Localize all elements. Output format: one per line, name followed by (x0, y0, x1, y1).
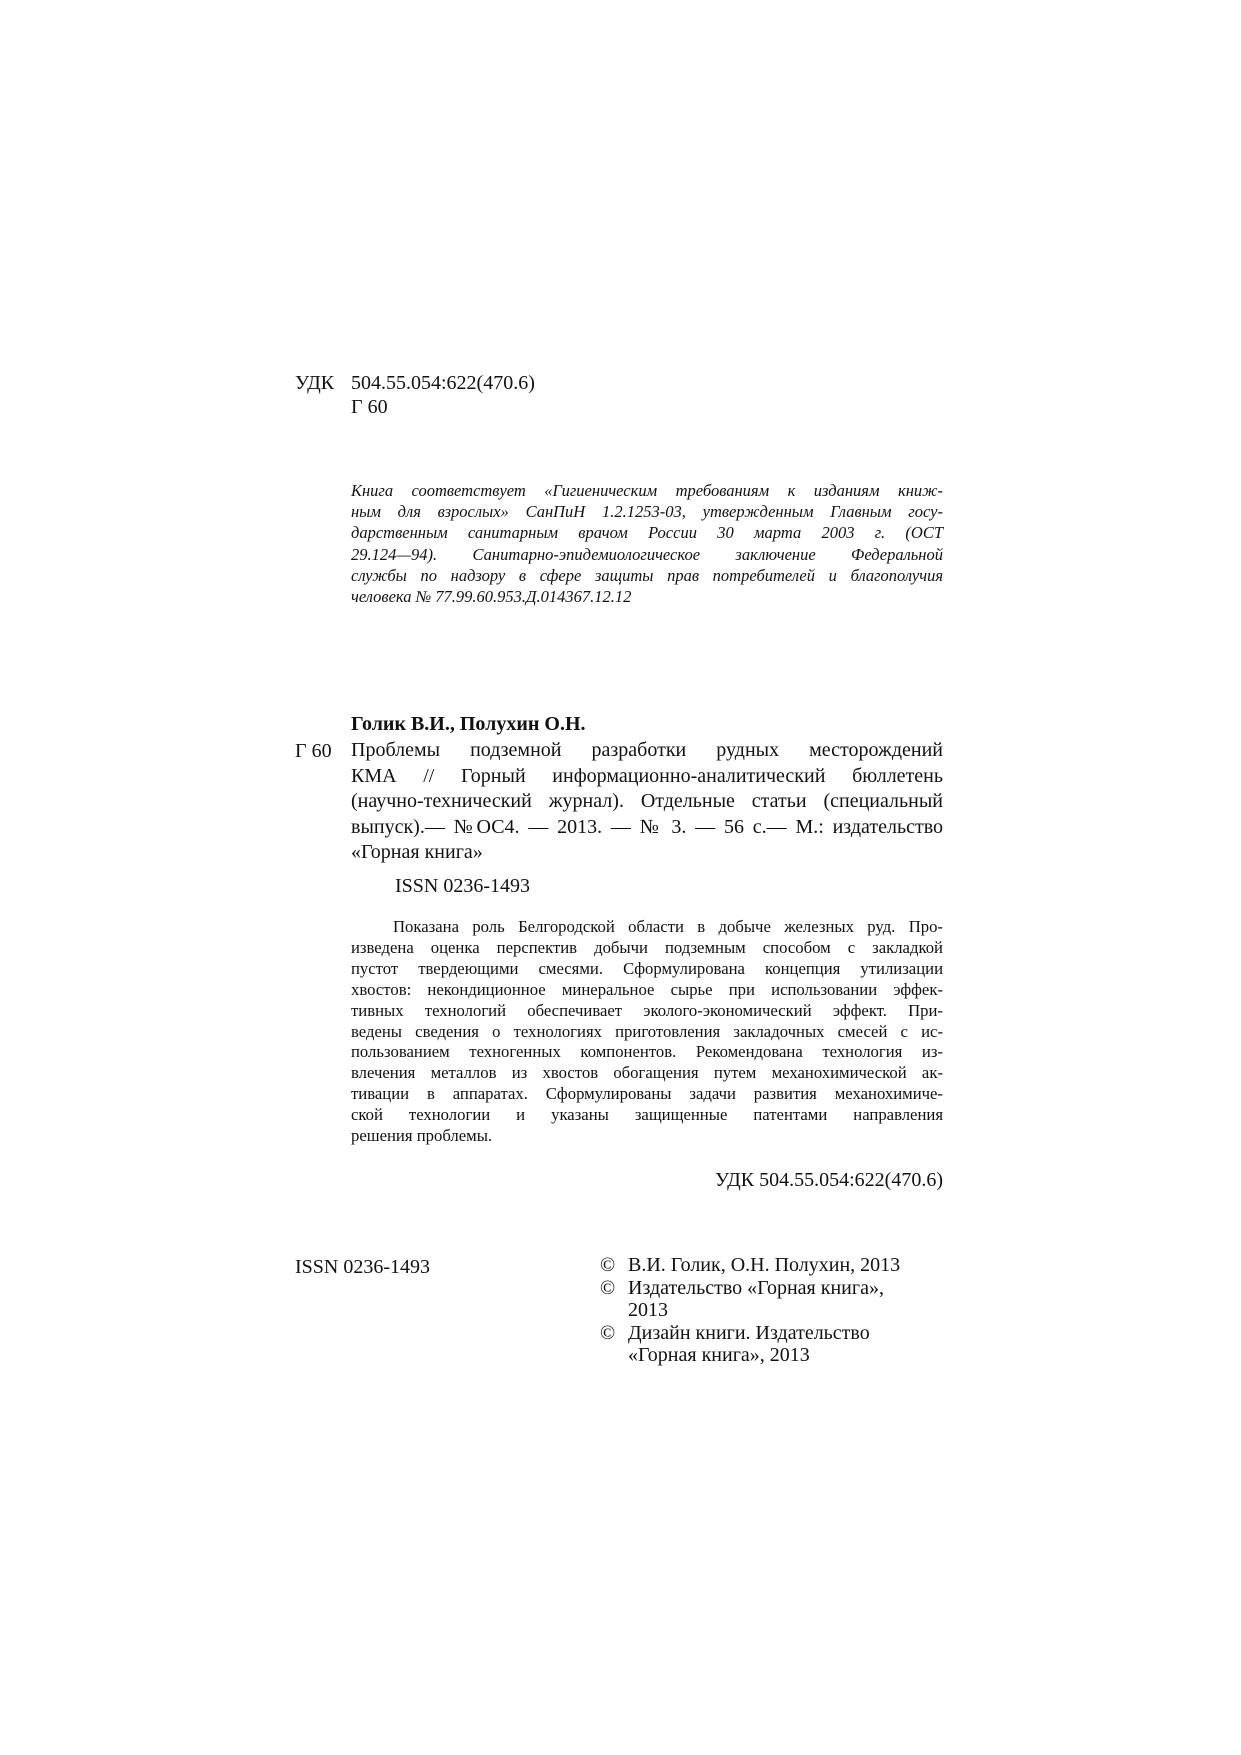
bib-line: (научно-технический журнал). Отдельные статьи (специальный (351, 790, 943, 813)
footer-issn: ISSN 0236-1493 (295, 1256, 431, 1278)
hygiene-line: ным для взрослых» СанПиН 1.2.1253-03, утвержденным Главным госу- (351, 502, 943, 522)
copyright-entry (600, 1254, 900, 1277)
copyright-block (600, 1254, 900, 1367)
abstract-line: решения проблемы. (351, 1126, 493, 1146)
authors-heading: Голик В.И., Полухин О.Н. (351, 713, 586, 735)
copyright-symbol: © (600, 1254, 616, 1276)
copyright-text: В.И. Голик, О.Н. Полухин, 2013 (628, 1254, 901, 1276)
hygiene-line: 29.124—94). Санитарно-эпидемиологическое заключение Федеральной (351, 544, 943, 564)
abstract-line: ской технологии и указаны защищенные патентами направления (351, 1105, 943, 1125)
abstract-line: пустот твердеющими смесями. Сформулирована концепция утилизации (351, 958, 943, 978)
author-sign-index: Г 60 (351, 396, 388, 418)
copyright-text: Дизайн книги. Издательство (628, 1321, 870, 1344)
copyright-text-continued: 2013 (628, 1299, 668, 1322)
bib-line: КМА // Горный информационно-аналитический бюллетень (351, 764, 943, 787)
udc-code: 504.55.054:622(470.6) (351, 372, 535, 394)
copyright-text: Издательство «Горная книга», (628, 1276, 884, 1299)
bib-line: «Горная книга» (351, 841, 483, 864)
abstract-line: тивных технологий обеспечивает эколого-экономический эффект. При- (351, 1000, 943, 1020)
abstract-line: пользованием техногенных компонентов. Рекомендована технология из- (351, 1042, 943, 1062)
bib-side-index: Г 60 (295, 740, 332, 762)
bibliographic-description (351, 738, 943, 866)
copyright-symbol: © (600, 1276, 616, 1299)
abstract-line: ведены сведения о технологиях приготовления закладочных смесей с ис- (351, 1021, 943, 1041)
bib-line: Проблемы подземной разработки рудных месторождений (351, 739, 943, 761)
abstract-line: изведена оценка перспектив добычи подземным способом с закладкой (351, 937, 943, 957)
udc-label: УДК (295, 372, 335, 394)
hygiene-line: Книга соответствует «Гигиеническим требованиям к изданиям книж- (351, 481, 943, 500)
abstract-line: Показана роль Белгородской области в добыче железных руд. Про- (393, 917, 943, 936)
hygiene-line: дарственным санитарным врачом России 30 марта 2003 г. (ОСТ (351, 523, 943, 543)
bib-line: выпуск).— №ОС4. — 2013. — № 3. — 56 с.— М.: издательство (351, 815, 943, 838)
abstract-line: тивации в аппаратах. Сформулированы задачи развития механохимиче- (351, 1084, 943, 1104)
copyright-symbol: © (600, 1321, 616, 1344)
copyright-entry (600, 1322, 900, 1345)
abstract-line: хвостов: некондиционное минеральное сырье при использовании эффек- (351, 979, 943, 999)
abstract-line: влечения металлов из хвостов обогащения путем механохимической ак- (351, 1063, 943, 1083)
hygiene-line: службы по надзору в сфере защиты прав потребителей и благополучия (351, 565, 943, 585)
bib-issn: ISSN 0236-1493 (395, 875, 531, 897)
copyright-entry (600, 1277, 900, 1300)
abstract-udc: УДК 504.55.054:622(470.6) (715, 1169, 943, 1191)
hygiene-notice (351, 480, 943, 607)
abstract (351, 917, 943, 1147)
copyright-text-continued: «Горная книга», 2013 (628, 1344, 810, 1367)
hygiene-line: человека № 77.99.60.953.Д.014367.12.12 (351, 587, 632, 607)
